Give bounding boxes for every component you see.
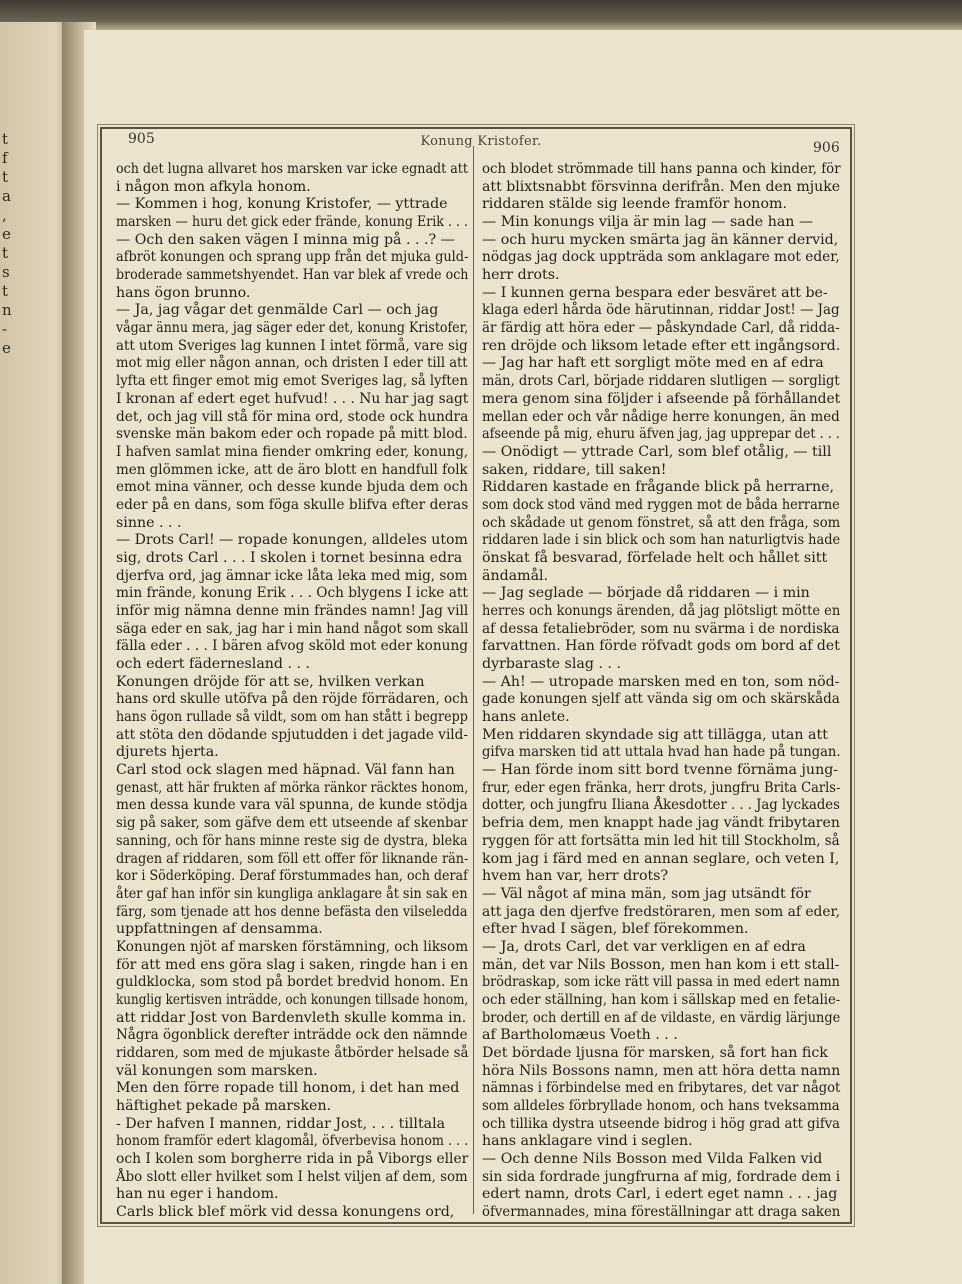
text-line: guldklocka, som stod på bordet bredvid honom. En — [116, 974, 469, 991]
text-line: mera genom sina följder i afseende på förhållandet — [482, 390, 841, 407]
text-line: — Ah! — utropade marsken med en ton, som nöd- — [482, 673, 840, 690]
text-line: ändamål. — [482, 567, 549, 584]
text-line: af Bartholomæus Voeth . . . — [482, 1027, 678, 1044]
text-line: fälla eder . . . I bären afvog sköld mot eder konung — [116, 638, 468, 655]
text-line: nämnas i förbindelse med en fribytares, det var något — [482, 1080, 841, 1097]
text-line: — Onödigt — yttrade Carl, som blef otålig, — till — [482, 443, 832, 460]
facing-page-glyph: t — [2, 244, 9, 262]
text-line: gifva marsken tid att uttala hvad han hade på tungan. — [482, 744, 841, 761]
text-line: han nu eger i handom. — [116, 1186, 279, 1203]
text-line: att stöta den dödande spjutudden i det jagade vild- — [116, 726, 468, 743]
text-line: dotter, och jungfru Iliana Åkesdotter . . . Jag lyckades — [482, 797, 840, 814]
text-line: väl konungen som marsken. — [116, 1062, 318, 1079]
text-line: sanning, och för hans minne reste sig de dystra, bleka — [116, 832, 468, 849]
text-line: som dock stod vänd med ryggen mot de båda herrarne — [482, 496, 840, 513]
text-line: lyfta ett finger emot mig emot Sveriges lag, så lyften — [116, 373, 468, 390]
text-line: broder, och dertill en af de vildaste, en värdig lärjunge — [482, 1009, 841, 1026]
text-line: höra Nils Bossons namn, men att höra detta namn — [482, 1062, 841, 1079]
text-line: I hafven samlat mina fiender omkring eder, konung, — [116, 443, 469, 460]
text-line: färg, som tjenade att hos denne befästa den vilseledda — [116, 903, 468, 920]
text-line: och tillika dystra utseende bidrog i hög grad att gifva — [482, 1115, 841, 1132]
text-line: Carl stod ock slagen med häpnad. Väl fann han — [116, 762, 455, 779]
text-line: frur, eder egen fränka, herr drots, jungfru Brita Carls- — [482, 779, 841, 796]
text-line: hans anlete. — [482, 709, 570, 726]
text-line: min frände, konung Erik . . . Och blygens I icke att — [116, 585, 468, 602]
text-line: hans ord skulle utöfva på den röjde förrädaren, och — [116, 691, 469, 708]
text-line: — Min konungs vilja är min lag — sade han — — [482, 214, 814, 231]
text-line: män, det var Nils Bosson, men han kom i ett stall- — [482, 956, 840, 973]
text-line: säga eder en sak, jag har i min hand något som skall — [116, 620, 469, 637]
text-line: Konungen njöt af marsken förstämning, och liksom — [116, 938, 469, 955]
text-line: saken, riddare, till saken! — [482, 461, 667, 478]
text-line: — Jag har haft ett sorgligt möte med en af edra — [482, 355, 824, 372]
text-line: Åbo slott eller hvilket som I helst viljen af dem, som — [116, 1168, 468, 1185]
text-line: — Ja, drots Carl, det var verkligen en af edra — [482, 938, 806, 955]
facing-page-glyph: s — [2, 263, 10, 281]
page-number-left: 905 — [128, 131, 155, 147]
text-line: hans ögon rullade så vildt, som om han stått i begrepp — [116, 709, 468, 726]
text-line: - Der hafven I mannen, riddar Jost, . . . tilltala — [116, 1115, 446, 1132]
text-line: riddaren lade i sin blick och som han naturligtvis hade — [482, 532, 841, 549]
text-line: — I kunnen gerna bespara eder besväret att be- — [482, 284, 828, 301]
text-line: uppfattningen af densamma. — [116, 921, 323, 938]
text-line: Men riddaren skyndade sig att tillägga, utan att — [482, 726, 828, 743]
text-line: honom framför edert klagomål, öfverbevisa honom . . . — [116, 1133, 469, 1150]
text-line: edert namn, drots Carl, i edert eget namn . . . jag — [482, 1186, 838, 1203]
text-line: I kronan af edert eget hufvud! . . . Nu har jag sagt — [116, 390, 469, 407]
facing-page-glyph: e — [2, 339, 11, 357]
text-line: Konungen dröjde för att se, hvilken verkan — [116, 673, 425, 690]
text-line: och eder ställning, han kom i sällskap med en fetalie- — [482, 991, 841, 1008]
text-line: gade konungen sjelf att vända sig om och skärskåda — [482, 691, 840, 708]
text-line: att blixtsnabbt försvinna derifrån. Men den mjuke — [482, 178, 841, 195]
facing-page-glyph: - — [2, 320, 8, 338]
text-line: Det bördade ljusna för marsken, så fort han fick — [482, 1045, 828, 1061]
facing-page-glyph: n — [2, 301, 12, 319]
column-divider — [473, 146, 474, 1214]
text-line: sig, drots Carl . . . I skolen i tornet besinna edra — [116, 549, 463, 566]
text-line: nödgas jag dock uppträda som anklagare mot eder, — [482, 249, 840, 266]
facing-page-edge — [0, 22, 70, 1284]
text-line: djurets hjerta. — [116, 744, 219, 761]
text-line: kor i Söderköping. Deraf förstummades han, och deraf — [116, 868, 468, 885]
text-line: — och huru mycken smärta jag än känner dervid, — [482, 231, 839, 248]
text-line: män, drots Carl, började riddaren slutligen — sorgligt — [482, 373, 840, 390]
text-line: men dessa kunde vara väl spunna, de kunde stödja — [116, 797, 468, 814]
facing-page-glyph: t — [2, 282, 9, 300]
facing-page-glyph: a — [2, 187, 11, 205]
text-line: och blodet strömmade till hans panna och kinder, för — [482, 161, 841, 177]
text-line: som alldeles förbryllade honom, och hans tveksamma — [482, 1098, 840, 1115]
text-line: dragen af riddaren, som föll ett offer för liknande rän- — [116, 850, 469, 867]
text-line: men glömmen icke, att de äro blott en handfull folk — [116, 461, 468, 478]
text-line: efter hvad I sägen, blef förekommen. — [482, 921, 749, 938]
text-line: hans ögon brunno. — [116, 284, 251, 301]
text-line: klaga ederl hårda öde härutinnan, riddar Jost! — Jag — [482, 302, 840, 319]
text-line: djerfva ord, jag ämnar icke låta leka med mig, som — [116, 567, 468, 584]
facing-page-glyph: f — [2, 149, 8, 167]
text-line: häftighet pekade på marsken. — [116, 1098, 332, 1115]
text-line: och I kolen som borgherre rida in på Viborgs eller — [116, 1151, 469, 1168]
text-line: och edert fädernesland . . . — [116, 656, 311, 673]
text-line: det, och jag vill stå för mina ord, stode ock hundra — [116, 408, 469, 425]
text-line: hans anklagare vind i seglen. — [482, 1133, 693, 1150]
text-line: att riddar Jost von Bardenvleth skulle komma in. — [116, 1009, 467, 1026]
text-line: kom jag i färd med en annan seglare, och veten I, — [482, 850, 840, 867]
book-binding-top — [0, 0, 962, 30]
text-line: emot mina vänner, och desse kunde bjuda dem och — [116, 479, 468, 496]
text-line: är färdig att höra eder — påskyndade Carl, då ridda- — [482, 320, 840, 337]
text-line: riddaren, som med de mjukaste åtbörder helsade så — [116, 1045, 469, 1061]
running-title: Konung Kristofer. — [420, 134, 542, 149]
text-line: herres och konungs ärenden, då jag plötsligt mötte en — [482, 603, 841, 619]
page-number-right: 906 — [813, 140, 840, 156]
text-line: — Jag seglade — började då riddaren — i min — [482, 585, 810, 602]
text-line: svenske män bakom eder och ropade på mitt blod. — [116, 426, 468, 443]
text-line: önskat få besvarad, förfelade helt och hållet sitt — [482, 549, 828, 566]
text-line: — Kommen i hog, konung Kristofer, — yttrade — [116, 196, 448, 213]
text-line: af dessa fetaliebröder, som nu svärma i de nordiska — [482, 620, 840, 637]
text-line: hvem han var, herr drots? — [482, 868, 669, 885]
text-line: ryggen för att fortsätta min led hit till Stockholm, så — [482, 832, 840, 849]
text-line: Carls blick blef mörk vid dessa konungens ord, — [116, 1204, 455, 1221]
text-line: riddaren stälde sig leende framför honom. — [482, 196, 787, 213]
text-line: kunglig kertisven inträdde, och konungen tillsade honom, — [116, 991, 469, 1008]
text-line: Riddaren kastade en frågande blick på herrarne, — [482, 479, 834, 496]
text-line: afseende på mig, ehuru äfven jag, jag upprepar det . . . — [482, 426, 840, 443]
text-line: för att med ens göra slag i saken, ringde han i en — [116, 956, 468, 973]
text-line: vågar ännu mera, jag säger eder det, konung Kristofer, — [116, 320, 469, 337]
text-line: brödraskap, som icke rätt vill passa in med edert namn — [482, 974, 840, 991]
text-line: mellan eder och vår nådige herre konungen, än med — [482, 408, 840, 425]
facing-page-glyph: t — [2, 168, 9, 186]
facing-page-glyph: , — [2, 206, 7, 224]
text-line: och det lugna allvaret hos marsken var icke egnadt att — [116, 161, 468, 177]
text-line: farvattnen. Han förde röfvadt gods om bord af det — [482, 638, 840, 655]
text-line: mot mig eller någon annan, och dristen I eder till att — [116, 355, 468, 372]
text-line: broderade sammetshyendet. Han var blek af vrede och — [116, 267, 469, 284]
text-line: marsken — huru det gick eder frände, konung Erik . . . — [116, 214, 469, 231]
text-line: — Och denne Nils Bosson med Vilda Falken vid — [482, 1151, 823, 1168]
text-line: öfvermannades, mina föreställningar att draga saken — [482, 1204, 841, 1221]
text-line: eder på en dans, som föga skulle blifva efter deras — [116, 496, 469, 513]
text-line: ren dröjde och liksom letade efter ett ingångsord. — [482, 337, 841, 354]
text-line: Några ögonblick derefter inträdde ock den nämnde — [116, 1027, 468, 1044]
text-line: — Han förde inom sitt bord tvenne förnäma jung- — [482, 762, 839, 779]
text-line: sig på saker, som gäfve dem ett utseende af skenbar — [116, 815, 468, 832]
text-line: sin sida fordrade jungfrurna af mig, fordrade dem i — [482, 1168, 841, 1185]
text-line: att jaga den djerfve fredstöraren, men som af eder, — [482, 903, 841, 920]
text-line: afbröt konungen och sprang upp från det mjuka guld- — [116, 249, 469, 266]
text-line: befria dem, men knappt hade jag vändt fribytaren — [482, 815, 840, 832]
facing-page-glyph: e — [2, 225, 11, 243]
text-line: herr drots. — [482, 267, 560, 284]
text-line: — Ja, jag vågar det genmälde Carl — och jag — [116, 302, 439, 319]
text-line: inför mig nämna denne min frändes namn! Jag vill — [116, 603, 469, 619]
text-line: att utom Sveriges lag kunnen I intet förmå, vare sig — [116, 337, 468, 354]
text-line: — Och den saken vägen I minna mig på . . .? — — [116, 231, 455, 248]
text-line: — Drots Carl! — ropade konungen, alldeles utom — [116, 532, 468, 549]
text-line: åter gaf han inför sin kungliga anklagare åt sin sak en — [116, 885, 468, 902]
text-line: i någon mon afkyla honom. — [116, 178, 311, 195]
text-line: och skådade ut genom fönstret, så att den fråga, som — [482, 514, 841, 531]
text-line: sinne . . . — [116, 514, 182, 531]
text-line: — Väl något af mina män, som jag utsändt för — [482, 885, 811, 902]
text-line: Men den förre ropade till honom, i det han med — [116, 1080, 460, 1097]
text-line: genast, att här frukten af mörka ränkor räcktes honom, — [116, 779, 469, 796]
text-line: dyrbaraste slag . . . — [482, 656, 621, 673]
facing-page-glyph: t — [2, 130, 9, 148]
